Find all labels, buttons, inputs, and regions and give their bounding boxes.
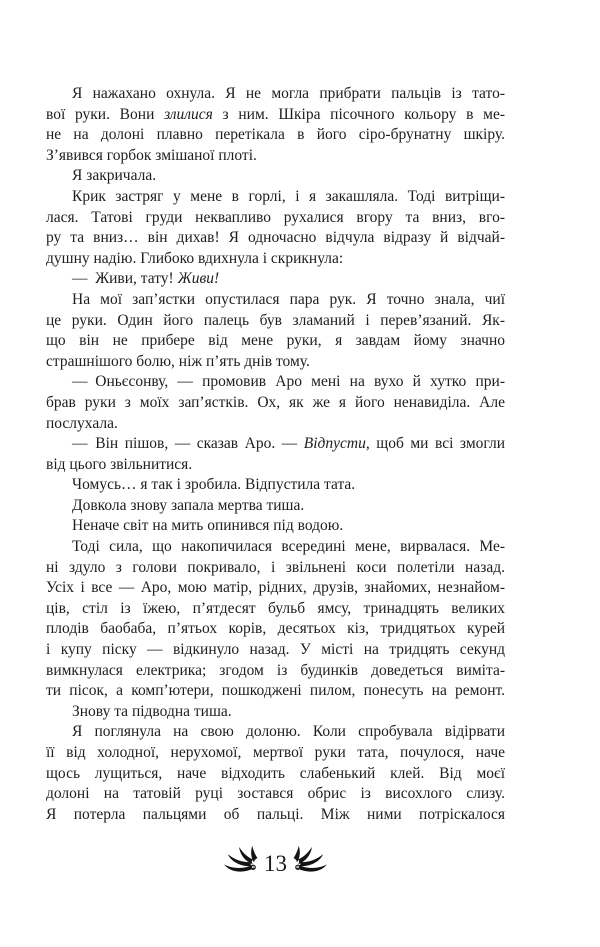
text-line	[46, 496, 505, 517]
body-text: ні здуло з голови покривало, і звільнені коси полетіли назад.	[46, 558, 505, 576]
text-line	[46, 352, 505, 373]
body-text: Я потерла пальцями об пальці. Між ними потріскалося	[46, 805, 505, 823]
body-text: це руки. Один його палець був зламаний і перев’язаний. Як-	[46, 311, 505, 329]
body-text: Я закричала.	[72, 167, 157, 185]
body-text: лася. Татові груди неквапливо рухалися вгору та вниз, вго-	[46, 208, 505, 226]
text-line	[46, 578, 505, 599]
body-text: вої руки. Вони	[46, 105, 165, 123]
body-text: її від холодної, нерухомої, мертвої руки тата, почулося, наче	[46, 744, 505, 761]
body-text: ру та вниз… він дихав! Я одночасно відчула відразу й відчай-	[46, 229, 505, 247]
body-text: Усіх і все — Аро, мою матір, рідних, друзів, знайомих, незнайом-	[46, 579, 505, 597]
body-text: душну надію. Глибоко вдихнула і скрикнула:	[46, 249, 344, 267]
body-text: що він не прибере від мене руки, я завдам йому значно	[46, 332, 505, 350]
body-text: брав руки з моїх зап’ястків. Ох, як же я його ненавиділа. Але	[46, 393, 505, 411]
emphasized-text: злилися	[164, 105, 213, 123]
text-line	[46, 249, 505, 270]
body-text: долоні на татовій руці зостався обрис із висохлого слизу.	[46, 785, 505, 803]
text-line	[46, 619, 505, 640]
text-line	[46, 805, 505, 826]
text-line	[46, 414, 505, 435]
text-line	[46, 434, 505, 455]
emphasized-text: Відпусти	[303, 435, 366, 453]
body-text: страшнішого болю, ніж п’ять днів тому.	[46, 352, 310, 370]
text-line	[46, 269, 505, 290]
page-footer	[46, 845, 505, 875]
body-text: З’явився горбок змішаної плоті.	[46, 146, 257, 164]
text-line	[46, 475, 505, 496]
text-line	[46, 311, 505, 332]
text-line	[46, 743, 505, 764]
body-text: з ним. Шкіра пісочного кольору в ме-	[212, 105, 505, 123]
text-line	[46, 290, 505, 311]
text-line	[46, 146, 505, 167]
text-line	[46, 393, 505, 414]
body-text: Неначе світ на мить опинився під водою.	[72, 517, 344, 535]
text-line	[46, 537, 505, 558]
text-line	[46, 784, 505, 805]
text-line	[46, 722, 505, 743]
text-line	[46, 455, 505, 476]
body-text: і купу піску — відкинуло назад. У місті на тридцять секунд	[46, 641, 505, 659]
body-text: — Він пішов, — сказав Аро. —	[72, 435, 304, 453]
text-line	[46, 599, 505, 620]
wing-ornament-left-icon	[224, 845, 258, 875]
body-text: щось лущиться, наче відходить слабенький клей. Від моєї	[46, 764, 505, 782]
text-line	[46, 187, 505, 208]
body-text: ти пісок, а комп’ютери, пошкоджені пилом, понесуть на ремонт.	[46, 682, 505, 700]
text-line	[46, 661, 505, 682]
text-line	[46, 166, 505, 187]
body-text: вимкнулася електрика; згодом із будинків доведеться виміта-	[46, 661, 505, 679]
body-text: — Живи, тату!	[72, 270, 178, 288]
body-text: Знову та підводна тиша.	[72, 702, 232, 720]
body-text: Крик застряг у мене в горлі, і я закашляла. Тоді витріщи-	[72, 187, 505, 205]
body-text: від цього звільнитися.	[46, 455, 193, 473]
body-text: послухала.	[46, 414, 118, 432]
text-line	[46, 640, 505, 661]
text-line	[46, 105, 505, 126]
text-line	[46, 516, 505, 537]
text-line	[46, 208, 505, 229]
text-line	[46, 125, 505, 146]
emphasized-text: Живи!	[177, 270, 220, 288]
body-text: Чомусь… я так і зробила. Відпустила тата.	[72, 476, 356, 494]
body-text: Тоді сила, що накопичилася всередині мене, вирвалася. Ме-	[72, 538, 505, 556]
body-text: ців, стіл із їжею, п’ятдесят бульб ямсу, тринадцять великих	[46, 599, 505, 617]
text-line	[46, 228, 505, 249]
body-text: На мої зап’ястки опустилася пара рук. Я точно знала, чиї	[72, 290, 505, 308]
body-text: , щоб ми всі змогли	[365, 435, 505, 453]
page-text	[46, 84, 505, 825]
body-text: — Оньєсонву, — промовив Аро мені на вухо й хутко при-	[72, 373, 505, 391]
page-number: 13	[264, 851, 287, 876]
text-line	[46, 558, 505, 579]
body-text: Я поглянула на свою долоню. Коли спробувала відірвати	[72, 723, 505, 741]
text-line	[46, 372, 505, 393]
text-line	[46, 84, 505, 105]
body-text: Я нажахано охнула. Я не могла прибрати пальців із тато-	[72, 85, 505, 102]
text-line	[46, 702, 505, 723]
text-line	[46, 331, 505, 352]
body-text: плодів баобаба, п’ятьох корів, десятьох кіз, тридцятьох курей	[46, 620, 505, 638]
text-line	[46, 764, 505, 785]
body-text: Довкола знову запала мертва тиша.	[72, 496, 305, 514]
wing-ornament-right-icon	[293, 845, 327, 875]
text-line	[46, 681, 505, 702]
body-text: не на долоні плавно перетікала в його сіро-брунатну шкіру.	[46, 126, 505, 144]
